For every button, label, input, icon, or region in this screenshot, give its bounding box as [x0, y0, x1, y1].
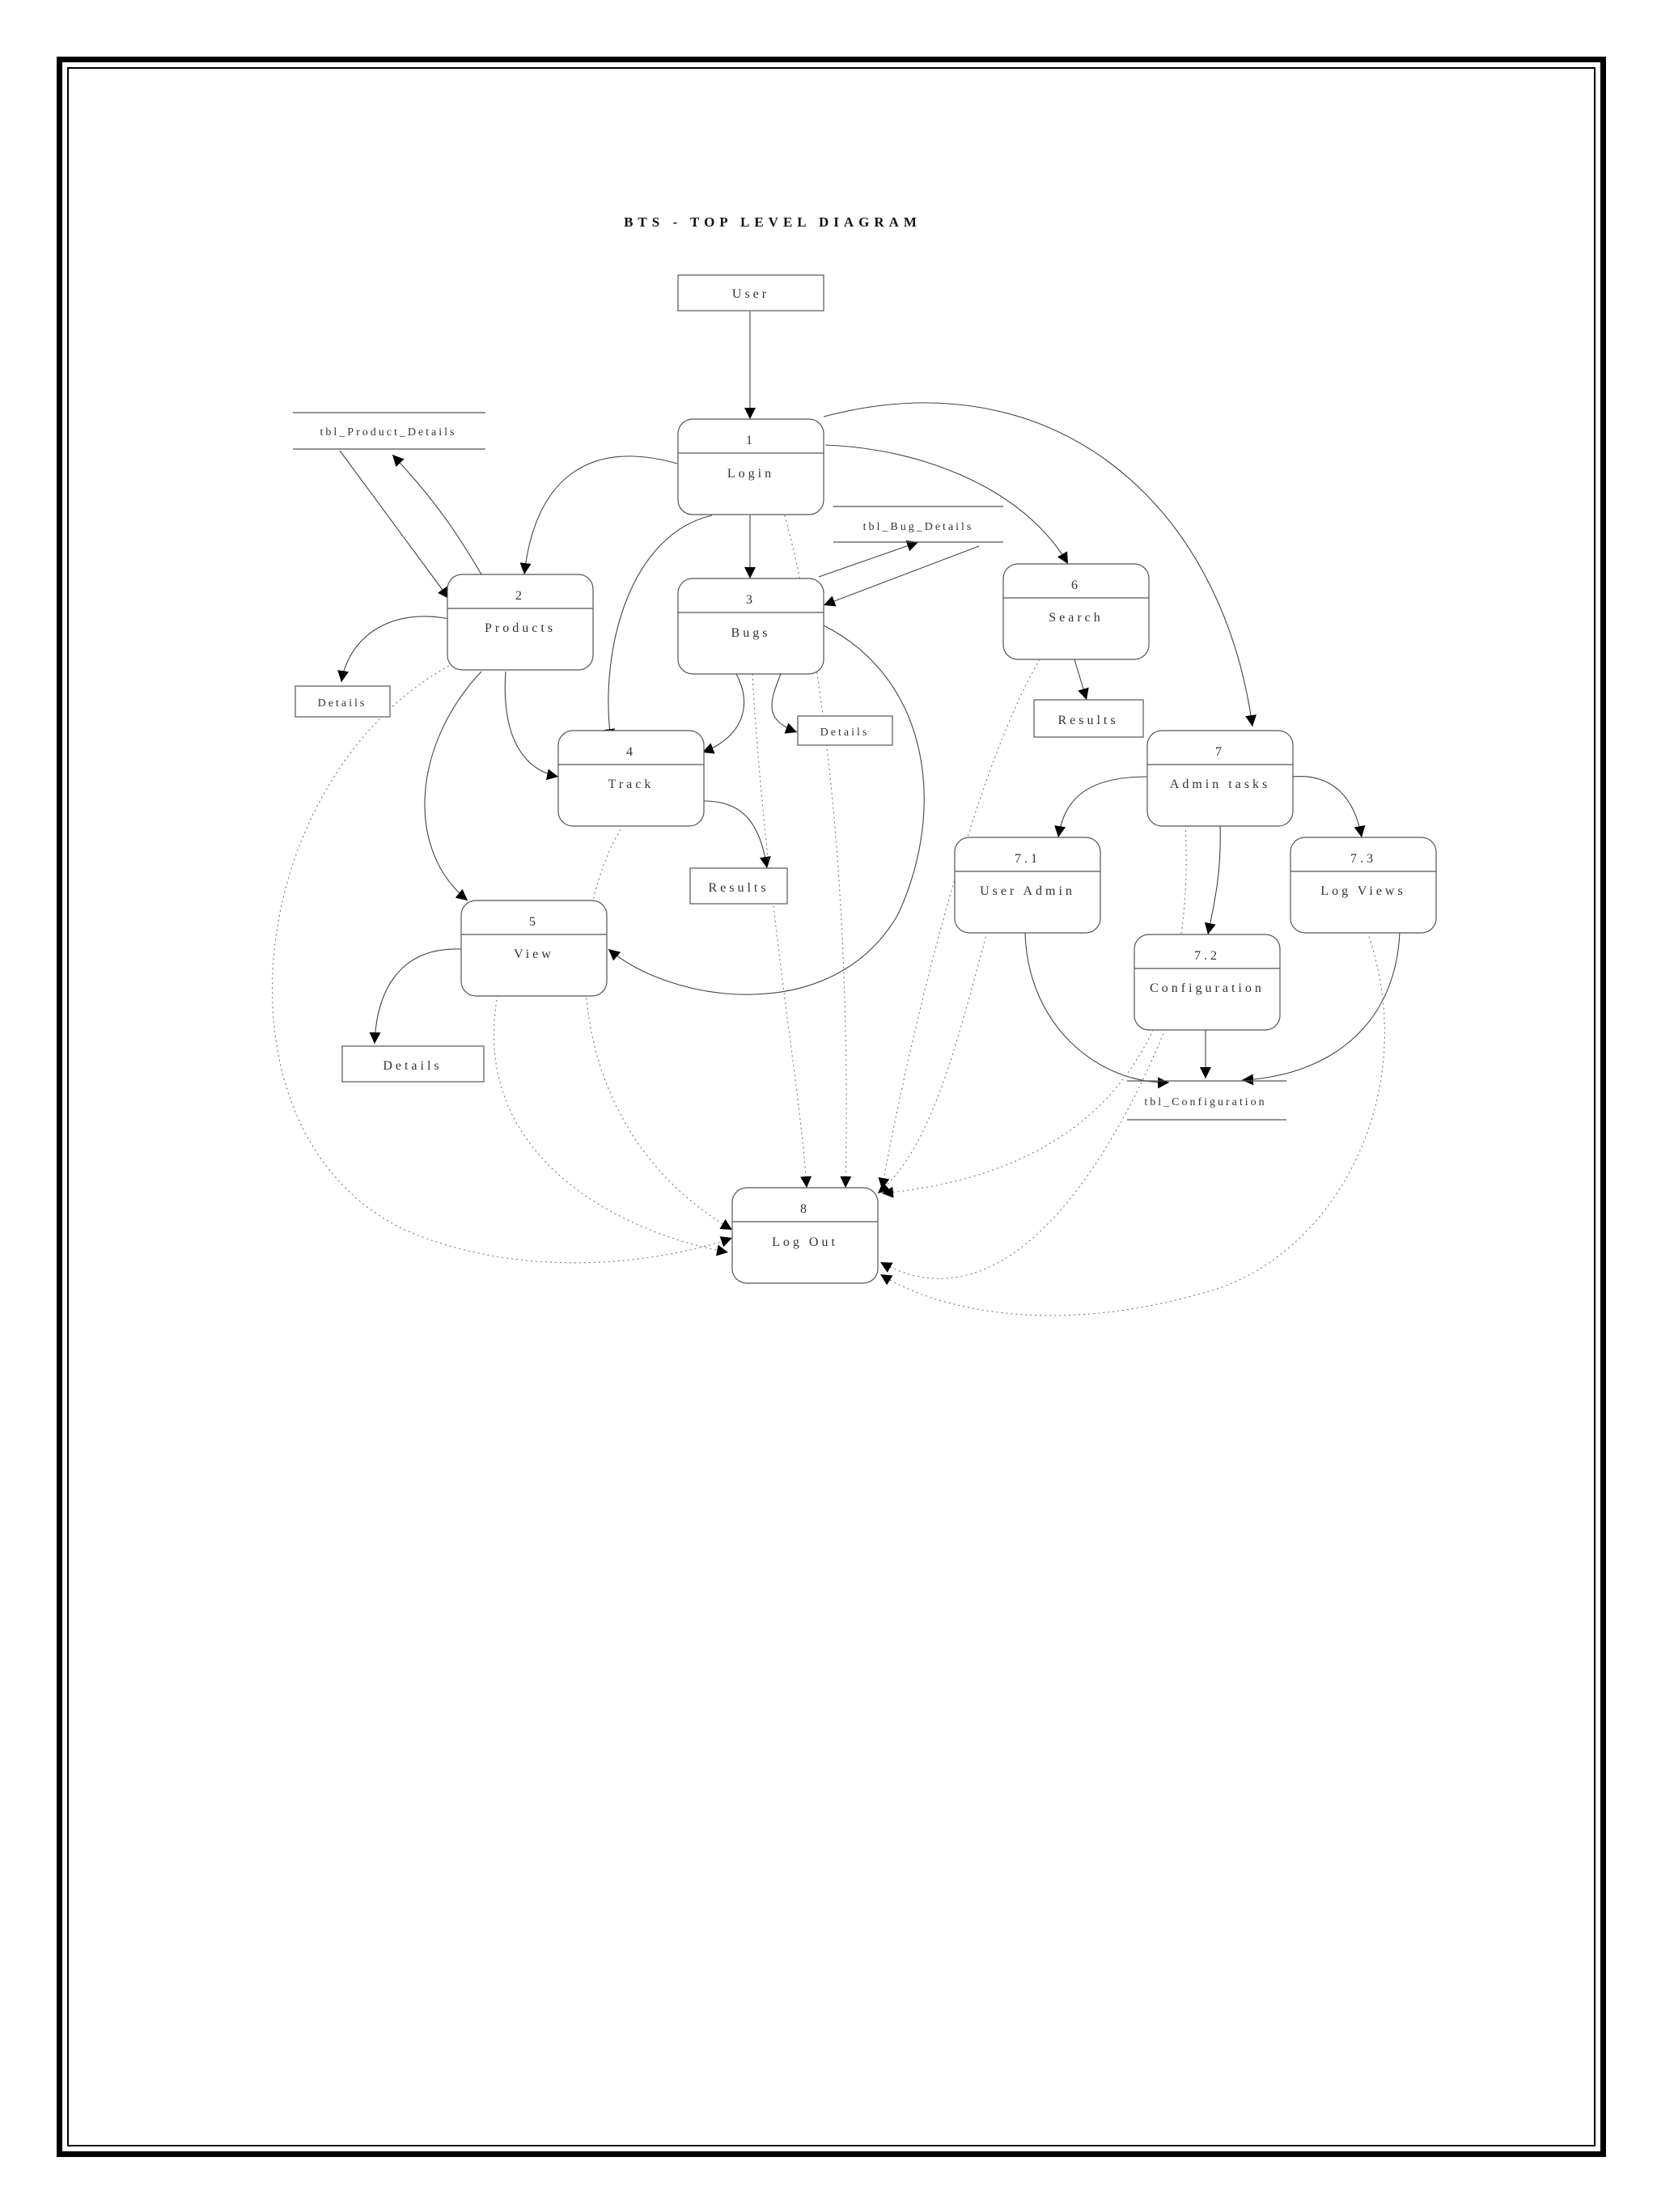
svg-text:tbl_Configuration: tbl_Configuration	[1144, 1096, 1267, 1108]
process-1-login	[678, 419, 824, 515]
dotted-bugs-logout	[752, 674, 807, 1188]
edge-bugs-track	[702, 674, 744, 752]
svg-text:Results: Results	[1057, 714, 1119, 727]
svg-text:7.1: 7.1	[1015, 852, 1040, 866]
output-details-view	[342, 1046, 484, 1082]
process-7-1-user-admin	[955, 837, 1100, 933]
svg-text:Track: Track	[608, 778, 655, 791]
process-3-bugs	[678, 578, 824, 674]
svg-text:Details: Details	[383, 1059, 443, 1073]
edge-products-store	[392, 455, 481, 574]
output-details-products	[295, 686, 390, 717]
edge-products-track	[505, 672, 558, 777]
dotted-logviews-logout	[880, 932, 1384, 1316]
dotted-config-logout	[880, 1029, 1165, 1278]
svg-text:8: 8	[800, 1202, 810, 1216]
svg-text:Results: Results	[708, 881, 769, 895]
output-details-bugs	[798, 716, 892, 745]
store-product-details	[293, 413, 485, 449]
svg-text:1: 1	[746, 434, 756, 447]
entity-user	[678, 275, 824, 311]
svg-text:User: User	[731, 287, 770, 301]
process-8-log-out	[732, 1188, 878, 1283]
store-bug-details	[833, 506, 1003, 542]
svg-text:Details: Details	[317, 697, 367, 710]
svg-text:3: 3	[746, 593, 756, 607]
process-7-2-configuration	[1134, 934, 1280, 1030]
svg-text:tbl_Bug_Details: tbl_Bug_Details	[862, 521, 974, 533]
svg-text:Login: Login	[727, 467, 775, 481]
svg-text:User Admin: User Admin	[980, 884, 1075, 898]
svg-text:7: 7	[1215, 745, 1225, 759]
dotted-view-logout	[494, 995, 728, 1252]
edge-login-products	[524, 456, 677, 574]
output-results-track	[690, 868, 787, 904]
svg-text:7.2: 7.2	[1194, 949, 1220, 963]
svg-text:2: 2	[515, 589, 525, 603]
svg-text:Configuration: Configuration	[1150, 981, 1265, 995]
process-6-search	[1003, 564, 1149, 659]
svg-text:Bugs: Bugs	[731, 626, 771, 640]
edge-admin-config	[1208, 825, 1220, 934]
process-5-view	[461, 900, 607, 996]
svg-text:7.3: 7.3	[1350, 852, 1376, 866]
edge-store-bugs	[824, 546, 979, 605]
svg-text:Details: Details	[820, 727, 870, 739]
diagram-title: BTS - TOP LEVEL DIAGRAM	[624, 214, 922, 230]
edge-products-details	[341, 617, 449, 682]
edge-search-results	[1074, 659, 1087, 700]
edge-admin-logviews	[1292, 777, 1362, 837]
svg-text:View: View	[514, 947, 554, 961]
edge-track-results	[704, 801, 767, 868]
edge-bugs-store	[819, 542, 918, 577]
svg-text:Log Views: Log Views	[1320, 884, 1406, 898]
process-4-track	[558, 731, 704, 826]
svg-text:Admin tasks: Admin tasks	[1169, 778, 1271, 791]
process-2-products	[447, 574, 593, 670]
edge-login-search	[825, 445, 1068, 564]
edge-products-view	[425, 672, 481, 900]
svg-text:Products: Products	[485, 621, 556, 635]
process-7-admin-tasks	[1147, 731, 1293, 826]
edge-bugs-details	[772, 674, 797, 732]
svg-text:Search: Search	[1049, 611, 1104, 625]
svg-text:5: 5	[529, 915, 539, 929]
edge-admin-useradmin	[1058, 777, 1147, 837]
dotted-useradmin-logout	[878, 932, 987, 1193]
edge-view-details	[375, 949, 461, 1044]
svg-text:tbl_Product_Details: tbl_Product_Details	[320, 426, 457, 439]
edge-store-products	[340, 451, 449, 599]
svg-text:6: 6	[1071, 578, 1081, 592]
store-configuration	[1127, 1081, 1286, 1120]
output-results-search	[1034, 700, 1143, 737]
process-7-3-log-views	[1290, 837, 1436, 933]
svg-text:4: 4	[626, 745, 636, 759]
svg-text:Log Out: Log Out	[772, 1235, 838, 1249]
